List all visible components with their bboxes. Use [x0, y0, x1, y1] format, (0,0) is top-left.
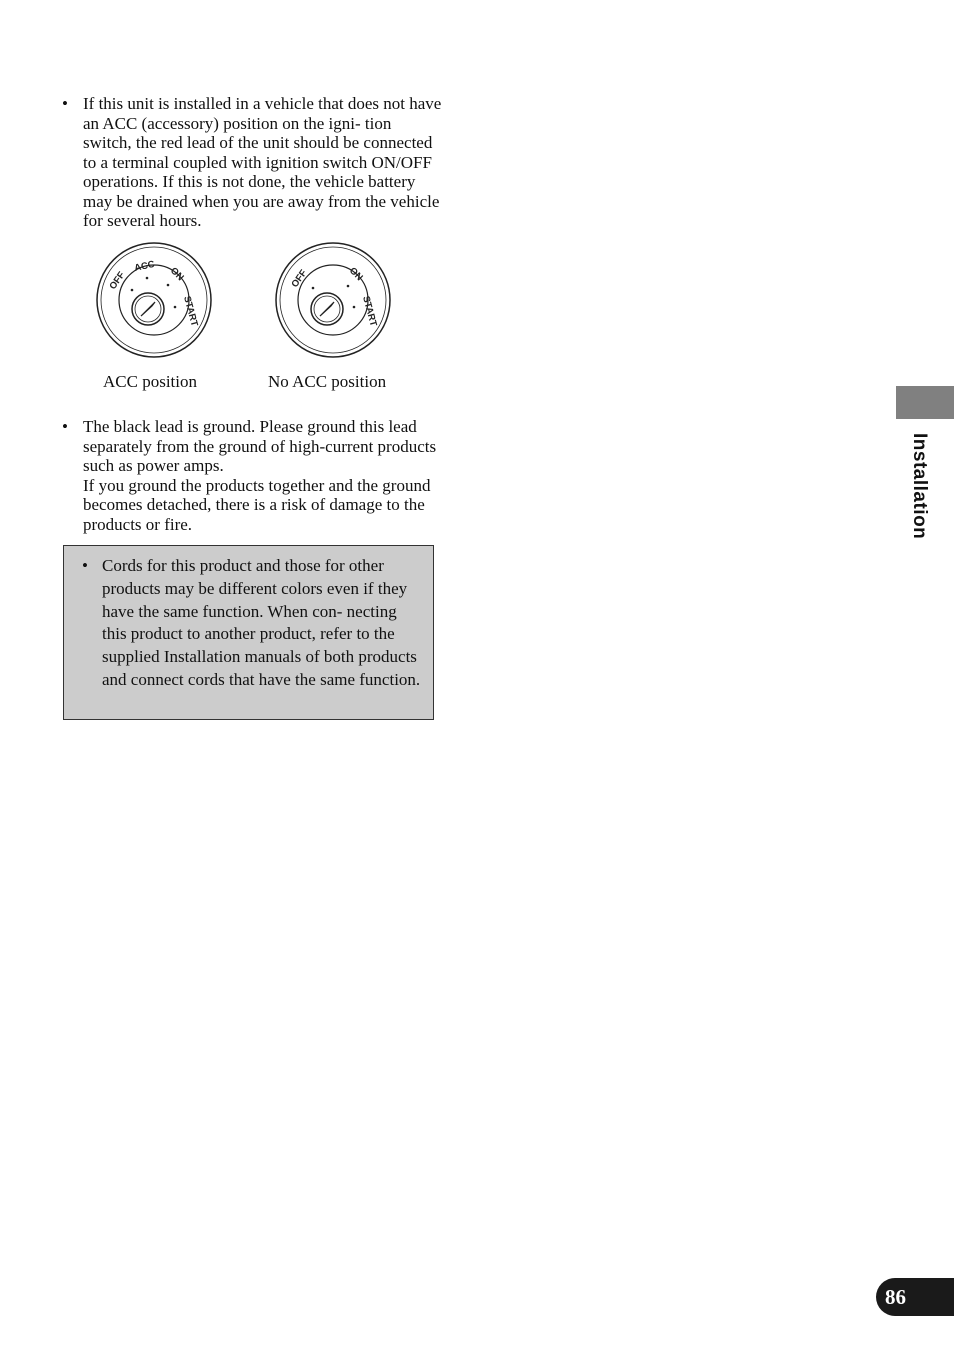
- bullet-text: [83, 94, 442, 231]
- note-box: [63, 545, 434, 720]
- bullet-symbol: •: [62, 417, 68, 436]
- label-on: ON: [346, 265, 365, 284]
- paragraph: If you ground the products together and the ground becomes detached, there is a risk of damage to the products or fire.: [83, 475, 431, 534]
- label-off: OFF: [107, 269, 128, 292]
- ignition-switch-acc-diagram: [94, 240, 214, 360]
- paragraph: If this unit is installed in a vehicle that does not have an ACC (accessory) position on the igni- tion switch, the red lead of the unit should be connected to a terminal coupled with ignition switch ON/OFF operations. If this is not done, the vehicle battery may be drained when you are away from the vehicle for several hours.: [83, 94, 442, 230]
- section-tab-label: Installation: [909, 433, 930, 540]
- bullet-symbol: •: [62, 94, 68, 113]
- caption-no-acc-position: No ACC position: [268, 372, 387, 391]
- note-text: Cords for this product and those for other products may be different colors even if they have the same function. When con- necting this product to another product, refer to the supplied Installation manuals of both products and connect cords that have the same function.: [102, 556, 421, 689]
- paragraph: The black lead is ground. Please ground this lead separately from the ground of high-current products such as power amps.: [83, 417, 437, 475]
- ignition-switch-noacc-diagram: [273, 240, 393, 360]
- bullet-text: [83, 417, 442, 534]
- bullet-acc-warning: [62, 94, 442, 231]
- label-acc: ACC: [133, 258, 156, 274]
- label-start: START: [181, 294, 200, 328]
- label-start: START: [360, 294, 379, 328]
- bullet-ground-lead: [62, 417, 442, 534]
- page-number: 86: [876, 1278, 954, 1316]
- bullet-symbol: •: [82, 556, 88, 575]
- label-off: OFF: [289, 267, 310, 290]
- label-on: ON: [167, 265, 186, 284]
- caption-acc-position: ACC position: [103, 372, 197, 391]
- section-tab-marker: [896, 386, 954, 419]
